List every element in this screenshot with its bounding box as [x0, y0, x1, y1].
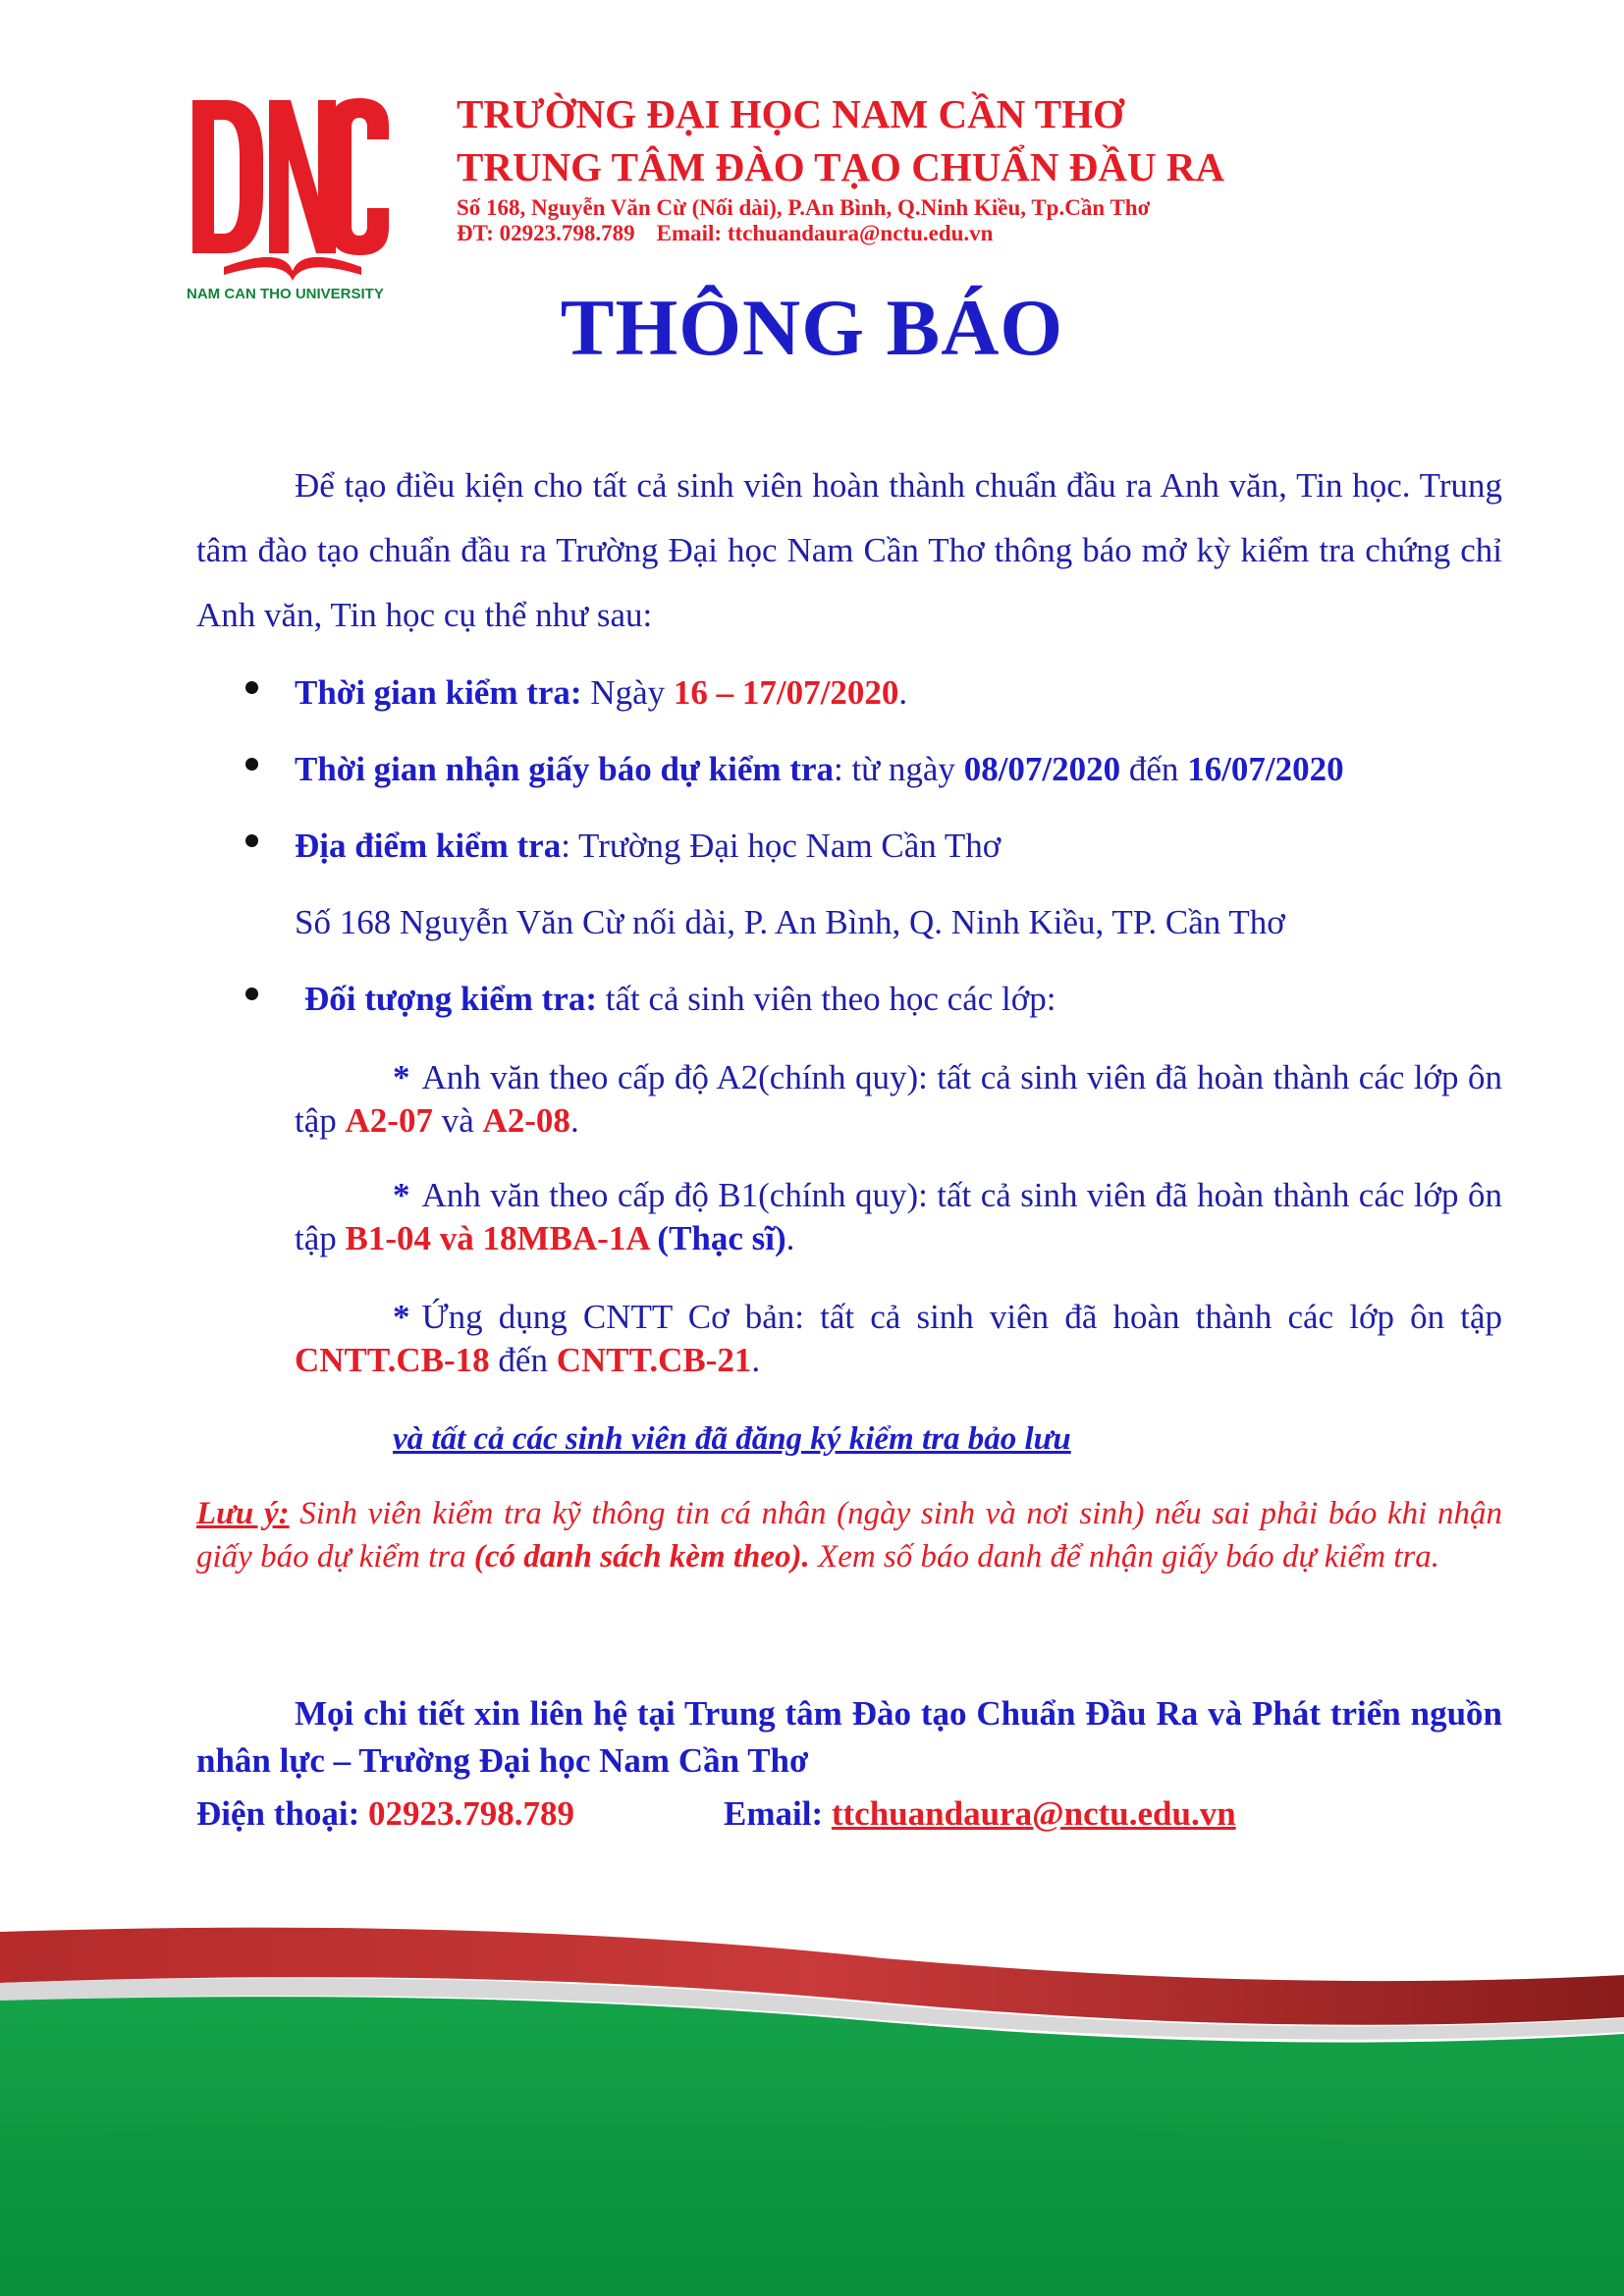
exam-time-value: 16 – 17/07/2020	[673, 673, 899, 712]
intro-text: Để tạo điều kiện cho tất cả sinh viên hoàn thành chuẩn đầu ra Anh văn, Tin học. Trung tâm đào tạo chuẩn đầu ra Trường Đại học Nam Cần Thơ thông báo mở kỳ kiểm tra chứng chỉ Anh văn, Tin học cụ thể như sau:	[196, 466, 1502, 634]
phone-label: Điện thoại:	[196, 1794, 368, 1833]
exam-time-suffix: .	[898, 673, 908, 712]
receive-time-mid: : từ ngày	[833, 750, 964, 788]
sub-item-join: và	[431, 1219, 483, 1257]
receive-time-to: 16/07/2020	[1187, 750, 1344, 788]
note-text-end: Xem số báo danh để nhận giấy báo dự kiểm tra.	[809, 1539, 1440, 1575]
class-code: B1-04	[345, 1219, 432, 1257]
sub-item-text: Anh văn theo cấp độ B1(chính quy): tất cả sinh viên đã hoàn thành các lớp ôn tập	[295, 1176, 1502, 1257]
sub-item-text: Anh văn theo cấp độ A2(chính quy): tất cả sinh viên đã hoàn thành các lớp ôn tập	[295, 1058, 1502, 1140]
phone-value: 02923.798.789	[368, 1794, 574, 1833]
exam-time-prefix: Ngày	[581, 673, 674, 712]
sub-item-a2	[295, 1056, 1502, 1143]
bullet-exam-time	[295, 675, 907, 710]
bullet-dot	[245, 834, 258, 847]
class-code: A2-07	[345, 1101, 433, 1140]
sub-item-cntt	[295, 1296, 1502, 1382]
sub-item-extra: (Thạc sĩ)	[648, 1219, 786, 1257]
bullet-location	[295, 828, 1001, 863]
star-marker: *	[393, 1058, 410, 1096]
target-value: tất cả sinh viên theo học các lớp:	[596, 980, 1056, 1018]
class-code: A2-08	[482, 1101, 570, 1140]
bullet-dot	[245, 988, 258, 1000]
contact-email	[724, 1796, 1236, 1831]
page-title: THÔNG BÁO	[560, 283, 1064, 372]
location-label: Địa điểm kiểm tra	[295, 827, 562, 865]
contact-paragraph	[196, 1690, 1502, 1785]
intro-paragraph	[196, 454, 1502, 648]
sub-item-b1	[295, 1174, 1502, 1260]
header-contact	[457, 222, 1014, 244]
note-bold: (có danh sách kèm theo).	[473, 1539, 810, 1575]
logo-caption: NAM CAN THO UNIVERSITY	[187, 286, 384, 302]
contact-text: Mọi chi tiết xin liên hệ tại Trung tâm Đào tạo Chuẩn Đầu Ra và Phát triển nguồn nhân lực – Trường Đại học Nam Cần Thơ	[196, 1694, 1502, 1780]
location-value: : Trường Đại học Nam Cần Thơ	[561, 827, 1001, 865]
bullet-dot	[245, 681, 258, 694]
bullet-dot	[245, 758, 258, 771]
class-code: CNTT.CB-21	[556, 1341, 752, 1379]
sub-item-end: .	[751, 1341, 761, 1379]
receive-time-from: 08/07/2020	[963, 750, 1121, 788]
university-logo	[185, 88, 396, 304]
sub-item-end: .	[785, 1219, 795, 1257]
note-label: Lưu ý:	[196, 1496, 290, 1531]
exam-time-label: Thời gian kiểm tra:	[295, 673, 582, 712]
footer-wave-decoration	[0, 1845, 1624, 2296]
location-address: Số 168 Nguyễn Văn Cừ nối dài, P. An Bình, Q. Ninh Kiều, TP. Cần Thơ	[295, 903, 1285, 941]
note-text: Sinh viên kiểm tra kỹ thông tin cá nhân (ngày sinh và nơi sinh) nếu sai phải báo khi nhận giấy báo dự kiểm tra	[196, 1496, 1502, 1575]
class-code: CNTT.CB-18	[295, 1341, 490, 1379]
header-address: Số 168, Nguyễn Văn Cừ (Nối dài), P.An Bình, Q.Ninh Kiều, Tp.Cần Thơ	[457, 195, 1151, 220]
email-label: Email:	[724, 1794, 832, 1833]
star-marker: *	[393, 1298, 410, 1336]
receive-time-label: Thời gian nhận giấy báo dự kiểm tra	[295, 750, 834, 788]
contact-phone	[196, 1796, 574, 1831]
sub-item-join: và	[432, 1101, 483, 1140]
sub-item-text: Ứng dụng CNTT Cơ bản: tất cả sinh viên đã hoàn thành các lớp ôn tập	[421, 1298, 1502, 1336]
target-label: Đối tượng kiểm tra:	[304, 980, 597, 1018]
reserve-note: và tất cả các sinh viên đã đăng ký kiểm tra bảo lưu	[393, 1421, 1071, 1457]
header-phone: ĐT: 02923.798.789	[457, 221, 635, 245]
sub-item-end: .	[569, 1101, 579, 1140]
note-paragraph	[196, 1492, 1502, 1578]
header-email: Email: ttchuandaura@nctu.edu.vn	[656, 221, 994, 245]
center-name: TRUNG TÂM ĐÀO TẠO CHUẨN ĐẦU RA	[457, 144, 1225, 189]
star-marker: *	[393, 1176, 410, 1214]
bullet-target	[304, 982, 1056, 1016]
receive-time-to-word: đến	[1120, 750, 1188, 788]
organization-name: TRƯỜNG ĐẠI HỌC NAM CẦN THƠ	[457, 91, 1124, 136]
bullet-receive-time	[295, 752, 1344, 786]
class-code: 18MBA-1A	[482, 1219, 649, 1257]
email-link[interactable]: ttchuandaura@nctu.edu.vn	[831, 1794, 1236, 1833]
sub-item-join: đến	[489, 1341, 557, 1379]
